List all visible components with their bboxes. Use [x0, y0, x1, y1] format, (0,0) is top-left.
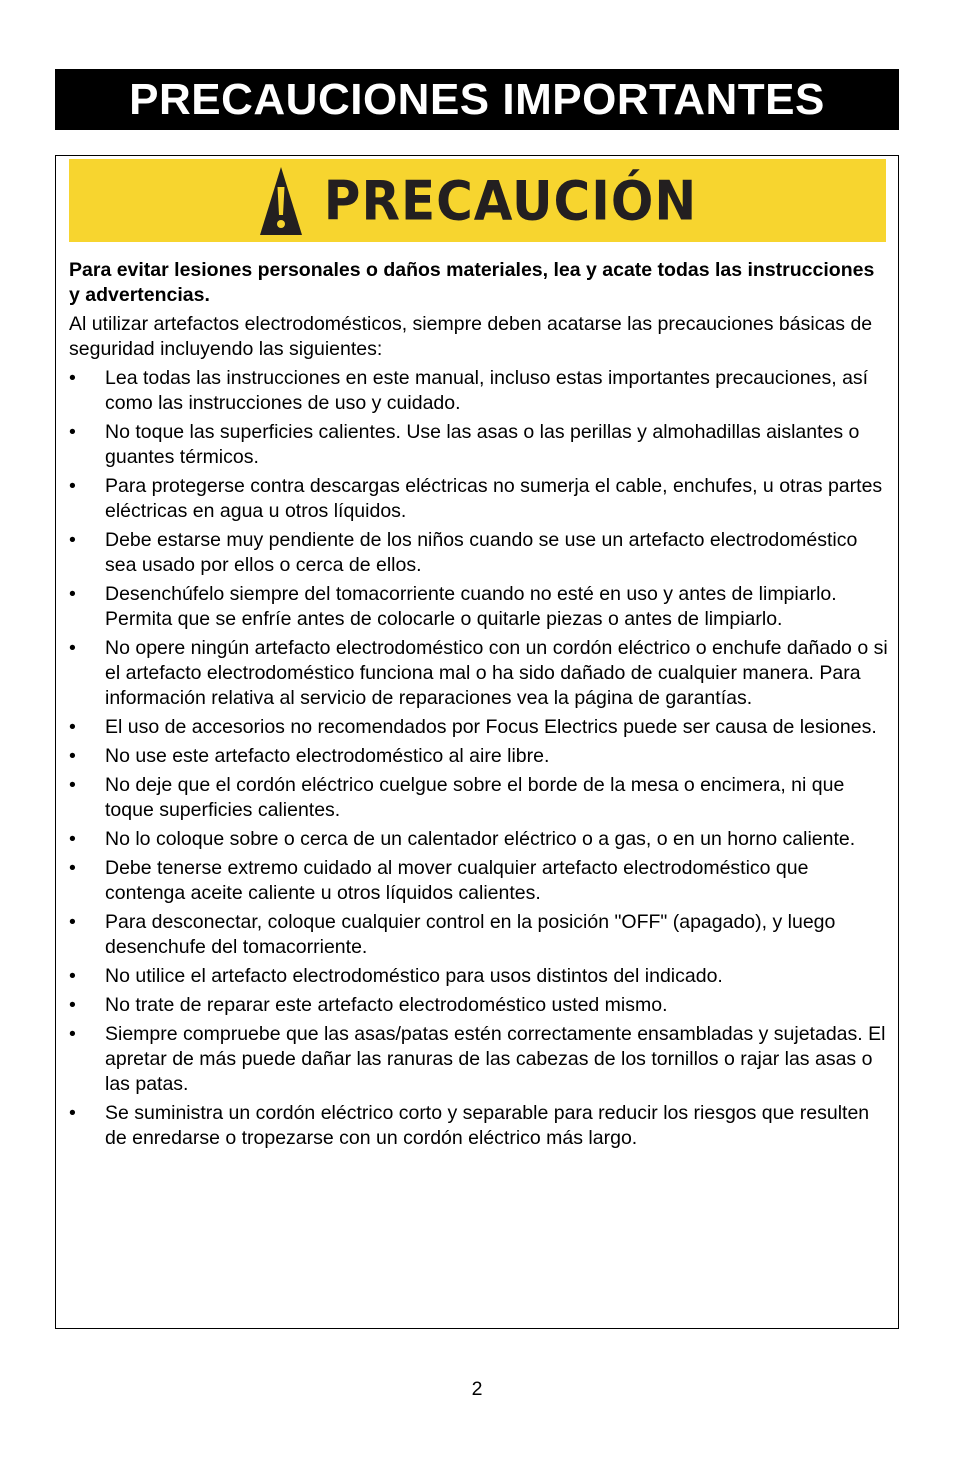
- bullet-symbol: •: [69, 828, 76, 850]
- list-item: [69, 420, 889, 470]
- list-item-text: No use este artefacto electrodoméstico al aire libre.: [105, 745, 550, 767]
- precautions-box: [55, 155, 899, 1329]
- list-item-text: No opere ningún artefacto electrodoméstico con un cordón eléctrico o enchufe dañado o si el artefacto electrodoméstico funciona mal o ha sido dañado de cualquier manera. Para información relativa al servicio de reparaciones vea la página de garantías.: [105, 637, 888, 709]
- page-number: 2: [471, 1378, 483, 1400]
- bullet-symbol: •: [69, 911, 76, 933]
- bullet-symbol: •: [69, 421, 76, 443]
- list-item: [69, 827, 889, 852]
- list-item-text: Para desconectar, coloque cualquier control en la posición "OFF" (apagado), y luego desenchufe del tomacorriente.: [105, 911, 836, 958]
- list-item: [69, 1022, 889, 1097]
- bullet-symbol: •: [69, 857, 76, 879]
- caution-word: PRECAUCIÓN: [323, 169, 698, 232]
- page-title: PRECAUCIONES IMPORTANTES: [129, 74, 825, 124]
- bullet-symbol: •: [69, 994, 76, 1016]
- warning-triangle-icon: [258, 165, 304, 237]
- list-item: [69, 910, 889, 960]
- bullet-symbol: •: [69, 745, 76, 767]
- title-bar: [55, 69, 899, 130]
- precautions-text: [69, 258, 889, 1155]
- list-item-text: No deje que el cordón eléctrico cuelgue sobre el borde de la mesa o encimera, ni que toque superficies calientes.: [105, 774, 845, 821]
- list-item: [69, 715, 889, 740]
- caution-banner: [69, 159, 886, 242]
- list-item: [69, 636, 889, 711]
- bullet-symbol: •: [69, 529, 76, 551]
- bullet-symbol: •: [69, 637, 76, 659]
- list-item-text: Se suministra un cordón eléctrico corto y separable para reducir los riesgos que resulten de enredarse o tropezarse con un cordón eléctrico más largo.: [105, 1102, 870, 1149]
- list-item: [69, 366, 889, 416]
- list-item-text: El uso de accesorios no recomendados por Focus Electrics puede ser causa de lesiones.: [105, 716, 877, 738]
- list-item: [69, 856, 889, 906]
- bullet-symbol: •: [69, 1023, 76, 1045]
- list-item: [69, 773, 889, 823]
- list-item-text: No lo coloque sobre o cerca de un calentador eléctrico o a gas, o en un horno caliente.: [105, 828, 856, 850]
- list-item: [69, 1101, 889, 1151]
- bullet-symbol: •: [69, 716, 76, 738]
- bullet-symbol: •: [69, 965, 76, 987]
- list-item-text: No toque las superficies calientes. Use las asas o las perillas y almohadillas aislantes o guantes térmicos.: [105, 421, 860, 468]
- bullet-symbol: •: [69, 1102, 76, 1124]
- list-item-text: Debe tenerse extremo cuidado al mover cualquier artefacto electrodoméstico que contenga aceite caliente u otros líquidos calientes.: [105, 857, 809, 904]
- bullet-symbol: •: [69, 583, 76, 605]
- list-item-text: Siempre compruebe que las asas/patas estén correctamente ensambladas y sujetadas. El apretar de más puede dañar las ranuras de las cabezas de los tornillos o rajar las asas o las patas.: [105, 1023, 886, 1095]
- list-item: [69, 582, 889, 632]
- list-item-text: No utilice el artefacto electrodoméstico para usos distintos del indicado.: [105, 965, 723, 987]
- list-item-text: Para protegerse contra descargas eléctricas no sumerja el cable, enchufes, u otras partes eléctricas en agua u otros líquidos.: [105, 475, 883, 522]
- list-item: [69, 744, 889, 769]
- list-item-text: Desenchúfelo siempre del tomacorriente cuando no esté en uso y antes de limpiarlo. Permita que se enfríe antes de colocarle o quitarle piezas o antes de limpiarlo.: [105, 583, 837, 630]
- bullet-symbol: •: [69, 367, 76, 389]
- list-item-text: No trate de reparar este artefacto electrodoméstico usted mismo.: [105, 994, 668, 1016]
- list-item: [69, 964, 889, 989]
- bullet-symbol: •: [69, 774, 76, 796]
- intro-text: Al utilizar artefactos electrodomésticos, siempre deben acatarse las precauciones básicas de seguridad incluyendo las siguientes:: [69, 313, 873, 360]
- list-item: [69, 474, 889, 524]
- intro-warning: Para evitar lesiones personales o daños materiales, lea y acate todas las instrucciones y advertencias.: [69, 259, 875, 306]
- precautions-list: [69, 366, 889, 1151]
- bullet-symbol: •: [69, 475, 76, 497]
- list-item: [69, 528, 889, 578]
- list-item: [69, 993, 889, 1018]
- list-item-text: Lea todas las instrucciones en este manual, incluso estas importantes precauciones, así como las instrucciones de uso y cuidado.: [105, 367, 869, 414]
- list-item-text: Debe estarse muy pendiente de los niños cuando se use un artefacto electrodoméstico sea usado por ellos o cerca de ellos.: [105, 529, 858, 576]
